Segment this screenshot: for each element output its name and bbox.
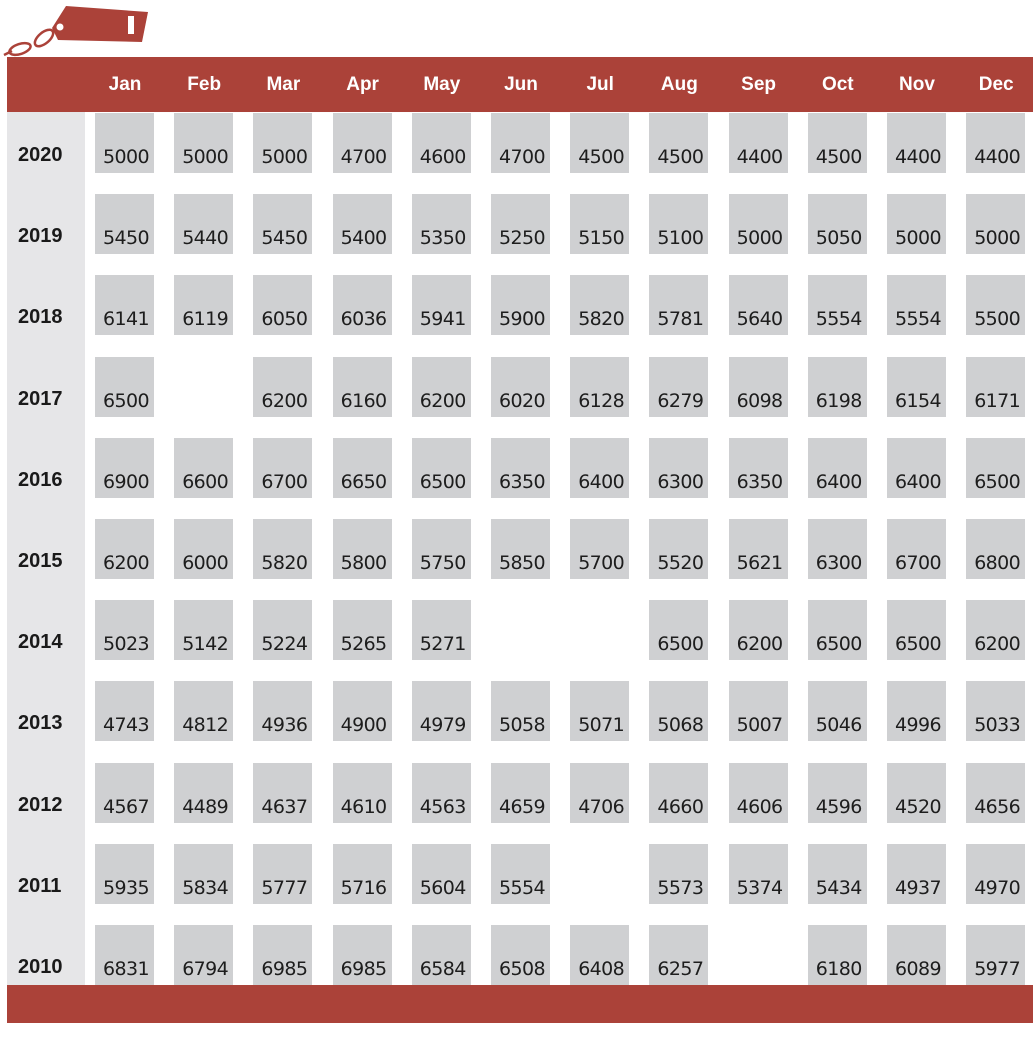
value-cell: 5068: [657, 714, 704, 737]
value-cell: 5023: [103, 633, 149, 656]
value-cell: 6279: [657, 389, 704, 412]
value-cell: 4659: [499, 795, 545, 818]
value-cell: 6198: [815, 389, 862, 412]
value-cell: 6400: [578, 470, 625, 493]
month-header-aug: Aug: [660, 74, 698, 95]
value-cell: 6408: [578, 958, 625, 980]
value-cell: 5700: [578, 552, 625, 574]
value-cell: 4489: [182, 795, 229, 818]
value-cell: 5777: [261, 876, 308, 899]
value-cell: 5781: [657, 308, 704, 331]
value-cell: 5800: [340, 552, 387, 574]
value-cell: 5000: [182, 146, 229, 168]
year-label-2014: 2014: [18, 631, 63, 654]
value-cell: 4706: [578, 795, 625, 818]
value-cell: 4936: [261, 714, 308, 737]
value-cell: 5271: [419, 633, 466, 656]
year-label-2012: 2012: [18, 793, 63, 816]
value-cell: 4743: [103, 714, 149, 737]
value-cell: 5716: [340, 876, 387, 899]
value-cell: 6200: [261, 389, 308, 412]
value-cell: 5554: [895, 308, 941, 331]
value-cell: 5554: [815, 308, 862, 331]
value-cell: 5520: [657, 552, 704, 574]
value-cell: 6584: [419, 958, 466, 980]
value-cell: 5400: [340, 227, 387, 250]
value-cell: 6700: [261, 470, 308, 493]
value-cell: 4979: [419, 714, 466, 737]
value-cell: 6154: [895, 389, 941, 412]
value-cell: 5900: [499, 308, 545, 331]
month-header-jun: Jun: [504, 74, 538, 95]
value-cell: 5450: [261, 227, 308, 250]
value-cell: 5834: [182, 876, 229, 899]
value-cell: 6171: [974, 389, 1021, 412]
year-label-2018: 2018: [18, 306, 63, 329]
value-cell: 6985: [340, 958, 387, 980]
value-cell: 5621: [736, 552, 783, 574]
value-cell: 6257: [657, 958, 704, 980]
value-cell: 5265: [340, 633, 387, 656]
value-cell: 4996: [895, 714, 941, 737]
value-cell: 6794: [182, 958, 229, 980]
value-cell: 4660: [657, 795, 704, 818]
value-cell: 5640: [736, 308, 783, 331]
value-cell: 5750: [419, 552, 466, 574]
year-label-2016: 2016: [18, 468, 63, 491]
value-cell: 4596: [815, 795, 862, 818]
value-cell: 6500: [103, 389, 149, 412]
value-cell: 5000: [103, 146, 149, 168]
value-cell: 5100: [657, 227, 704, 250]
value-cell: 6200: [736, 633, 783, 656]
value-cell: 5058: [499, 714, 545, 737]
value-cell: 6200: [419, 389, 466, 412]
value-cell: 5820: [261, 552, 308, 574]
value-cell: 6500: [657, 633, 704, 656]
value-cell: 5150: [578, 227, 625, 250]
month-header-nov: Nov: [899, 74, 935, 95]
value-cell: 4610: [340, 795, 387, 818]
month-header-may: May: [423, 74, 461, 95]
year-label-2020: 2020: [18, 144, 63, 166]
value-cell: 5374: [736, 876, 783, 899]
value-cell: 4937: [895, 876, 941, 899]
month-header-jul: Jul: [586, 74, 614, 95]
value-cell: 5046: [815, 714, 862, 737]
year-label-2013: 2013: [18, 712, 63, 735]
value-cell: 6200: [974, 633, 1021, 656]
value-cell: 4970: [974, 876, 1021, 899]
value-cell: 4500: [815, 146, 862, 168]
value-cell: 6160: [340, 389, 387, 412]
value-cell: 5071: [578, 714, 625, 737]
value-cell: 6141: [103, 308, 149, 331]
value-cell: 4500: [578, 146, 625, 168]
value-cell: 6700: [895, 552, 941, 574]
value-cell: 5224: [261, 633, 308, 656]
value-cell: 4400: [974, 146, 1021, 168]
value-cell: 4900: [340, 714, 387, 737]
value-cell: 5450: [103, 227, 149, 250]
value-cell: 4600: [419, 146, 466, 168]
value-cell: 6500: [815, 633, 862, 656]
value-cell: 6500: [419, 470, 466, 493]
value-cell: 4656: [974, 795, 1021, 818]
value-cell: 6400: [815, 470, 862, 493]
value-cell: 5033: [974, 714, 1021, 737]
value-cell: 6119: [182, 308, 229, 331]
value-cell: 6000: [182, 552, 229, 574]
value-cell: 6500: [895, 633, 941, 656]
value-cell: 4700: [499, 146, 545, 168]
value-cell: 4400: [895, 146, 941, 168]
value-cell: 5977: [974, 958, 1021, 980]
value-cell: 5500: [974, 308, 1021, 331]
value-cell: 5935: [103, 876, 149, 899]
value-cell: 4606: [736, 795, 783, 818]
month-header-dec: Dec: [978, 74, 1014, 95]
month-header-sep: Sep: [741, 74, 777, 95]
value-cell: 6300: [657, 470, 704, 493]
value-cell: 5007: [736, 714, 783, 737]
value-cell: 6800: [974, 552, 1021, 574]
value-cell: 4400: [736, 146, 783, 168]
value-cell: 5850: [499, 552, 545, 574]
value-cell: 5941: [419, 308, 466, 331]
value-cell: 5000: [974, 227, 1021, 250]
value-cell: 5250: [499, 227, 545, 250]
month-header-oct: Oct: [821, 74, 854, 95]
value-cell: 5573: [657, 876, 704, 899]
value-cell: 4637: [261, 795, 308, 818]
value-cell: 4520: [895, 795, 941, 818]
value-cell: 4500: [657, 146, 704, 168]
value-cell: 4700: [340, 146, 387, 168]
value-cell: 6089: [895, 958, 941, 980]
month-header-mar: Mar: [266, 74, 301, 95]
month-header-apr: Apr: [346, 74, 379, 95]
year-label-2011: 2011: [18, 874, 62, 897]
value-cell: 4563: [419, 795, 466, 818]
year-label-2015: 2015: [18, 550, 63, 572]
value-cell: 6050: [261, 308, 308, 331]
value-cell: 6600: [182, 470, 229, 493]
value-cell: 5604: [419, 876, 466, 899]
value-cell: 6900: [103, 470, 149, 493]
value-cell: 6036: [340, 308, 387, 331]
value-cell: 5554: [499, 876, 545, 899]
value-cell: 5142: [182, 633, 229, 656]
value-cell: 6128: [578, 389, 625, 412]
value-cell: 4812: [182, 714, 229, 737]
value-cell: 6098: [736, 389, 783, 412]
value-cell: 5000: [895, 227, 941, 250]
value-cell: 5440: [182, 227, 229, 250]
chain-tag-icon: [0, 0, 160, 58]
month-header-feb: Feb: [187, 74, 222, 95]
value-cell: 5350: [419, 227, 466, 250]
value-cell: 6200: [103, 552, 149, 574]
month-header-jan: Jan: [108, 74, 142, 95]
value-cell: 6350: [499, 470, 545, 493]
value-cell: 6180: [815, 958, 862, 980]
value-cell: 6985: [261, 958, 308, 980]
value-cell: 5434: [815, 876, 862, 899]
year-label-2017: 2017: [18, 387, 63, 410]
value-cell: 6508: [499, 958, 545, 980]
value-cell: 6350: [736, 470, 783, 493]
year-label-2010: 2010: [18, 956, 63, 978]
value-cell: 5820: [578, 308, 625, 331]
value-cell: 6650: [340, 470, 387, 493]
value-cell: 4567: [103, 795, 149, 818]
value-cell: 6400: [895, 470, 941, 493]
footer-band: [7, 985, 1033, 1023]
value-cell: 6020: [499, 389, 545, 412]
value-cell: 6300: [815, 552, 862, 574]
value-cell: 5000: [736, 227, 783, 250]
value-cell: 5050: [815, 227, 862, 250]
value-cell: 5000: [261, 146, 308, 168]
year-label-2019: 2019: [18, 225, 63, 248]
value-cell: 6831: [103, 958, 149, 980]
value-cell: 6500: [974, 470, 1021, 493]
